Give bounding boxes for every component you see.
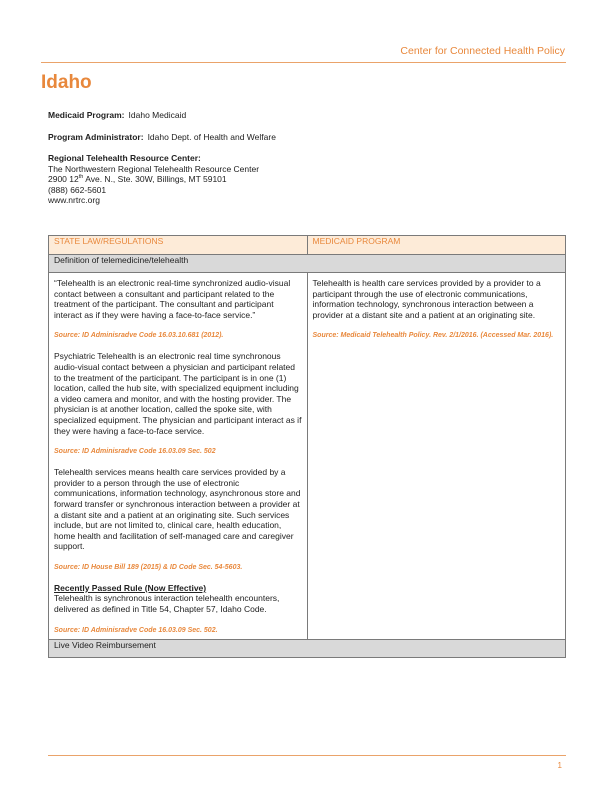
source-citation: Source: ID Adminisradve Code 16.03.09 Sec. 502. (54, 626, 218, 634)
address-number: 2900 12 (48, 174, 79, 185)
header-divider (41, 62, 566, 63)
medicaid-cell (307, 273, 565, 640)
address-street: Ave. N., Ste. 30W, Billings, MT 59101 (83, 174, 227, 185)
program-administrator-label: Program Administrator: (48, 132, 144, 142)
table-header-row (49, 236, 566, 255)
source-citation: Source: Medicaid Telehealth Policy. Rev. 2/1/2016. (Accessed Mar. 2016). (312, 332, 554, 340)
state-law-cell (49, 273, 308, 640)
medicaid-text: Telehealth is health care services provided by a provider to a participant through the use of electronic communications, information technology, synchronous interaction between a provider at a distant site and a patient at an originating site. (312, 278, 541, 320)
program-administrator-value: Idaho Dept. of Health and Welfare (147, 132, 276, 142)
medicaid-program-label: Medicaid Program: (48, 110, 125, 120)
state-law-text: Telehealth services means health care services provided by a provider to a person through the use of electronic communications, information technology, asynchronous store and forward transfer or synchronous interaction between a provider at a distant site and a patient at an originating site. Such services include, but are not limited to, clinical care, health education, home health and facilitation of self-managed care and caregiver support. (54, 467, 301, 552)
resource-center-address (48, 174, 259, 185)
footer-divider (48, 755, 566, 756)
policy-table (48, 235, 566, 658)
section-title-definition: Definition of telemedicine/telehealth (49, 255, 566, 273)
source-citation: Source: ID Adminisradve Code 16.03.10.681 (2012). (54, 332, 224, 340)
medicaid-program-value: Idaho Medicaid (128, 110, 187, 120)
medicaid-program-line (48, 110, 186, 121)
section-title-live-video: Live Video Reimbursement (49, 639, 566, 657)
column-header-state-law: STATE LAW/REGULATIONS (49, 236, 308, 255)
page-number: 1 (557, 761, 562, 770)
state-law-text: Psychiatric Telehealth is an electronic real time synchronous audio-visual contact between a physician and participant related to the treatment of the participant. The participant is in one (1) location, called the hub site, with specialized equipment including a video camera and monitor, and with the hosting provider. The physician is at another location, called the spoke site, with specialized equipment. The physician and participant interact as if they were having a face-to-face service. (54, 351, 302, 436)
resource-center-website[interactable]: www.nrtrc.org (48, 195, 100, 206)
organization-header: Center for Connected Health Policy (400, 45, 565, 57)
resource-center-label: Regional Telehealth Resource Center: (48, 153, 201, 163)
section-row (49, 639, 566, 657)
state-law-text: “Telehealth is an electronic real-time synchronized audio-visual contact between a consultant and participant related to the treatment of the participant. The consultant and participant interact as if they were having a face-to-face service.” (54, 278, 291, 320)
program-administrator-line (48, 132, 276, 143)
page-title: Idaho (41, 72, 92, 93)
column-header-medicaid: MEDICAID PROGRAM (307, 236, 565, 255)
state-law-text: Telehealth is synchronous interaction telehealth encounters, delivered as defined in Title 54, Chapter 57, Idaho Code. (54, 593, 280, 615)
resource-center-phone: (888) 662-5601 (48, 184, 107, 195)
table-row (49, 273, 566, 640)
recently-passed-rule-heading: Recently Passed Rule (Now Effective) (54, 582, 207, 593)
source-citation: Source: ID Adminisradve Code 16.03.09 Sec. 502 (54, 448, 216, 456)
source-citation: Source: ID House Bill 189 (2015) & ID Code Sec. 54-5603. (54, 563, 243, 571)
resource-center-block (48, 153, 259, 206)
resource-center-name: The Northwestern Regional Telehealth Resource Center (48, 163, 260, 174)
address-superscript: th (78, 174, 84, 181)
section-row (49, 255, 566, 273)
